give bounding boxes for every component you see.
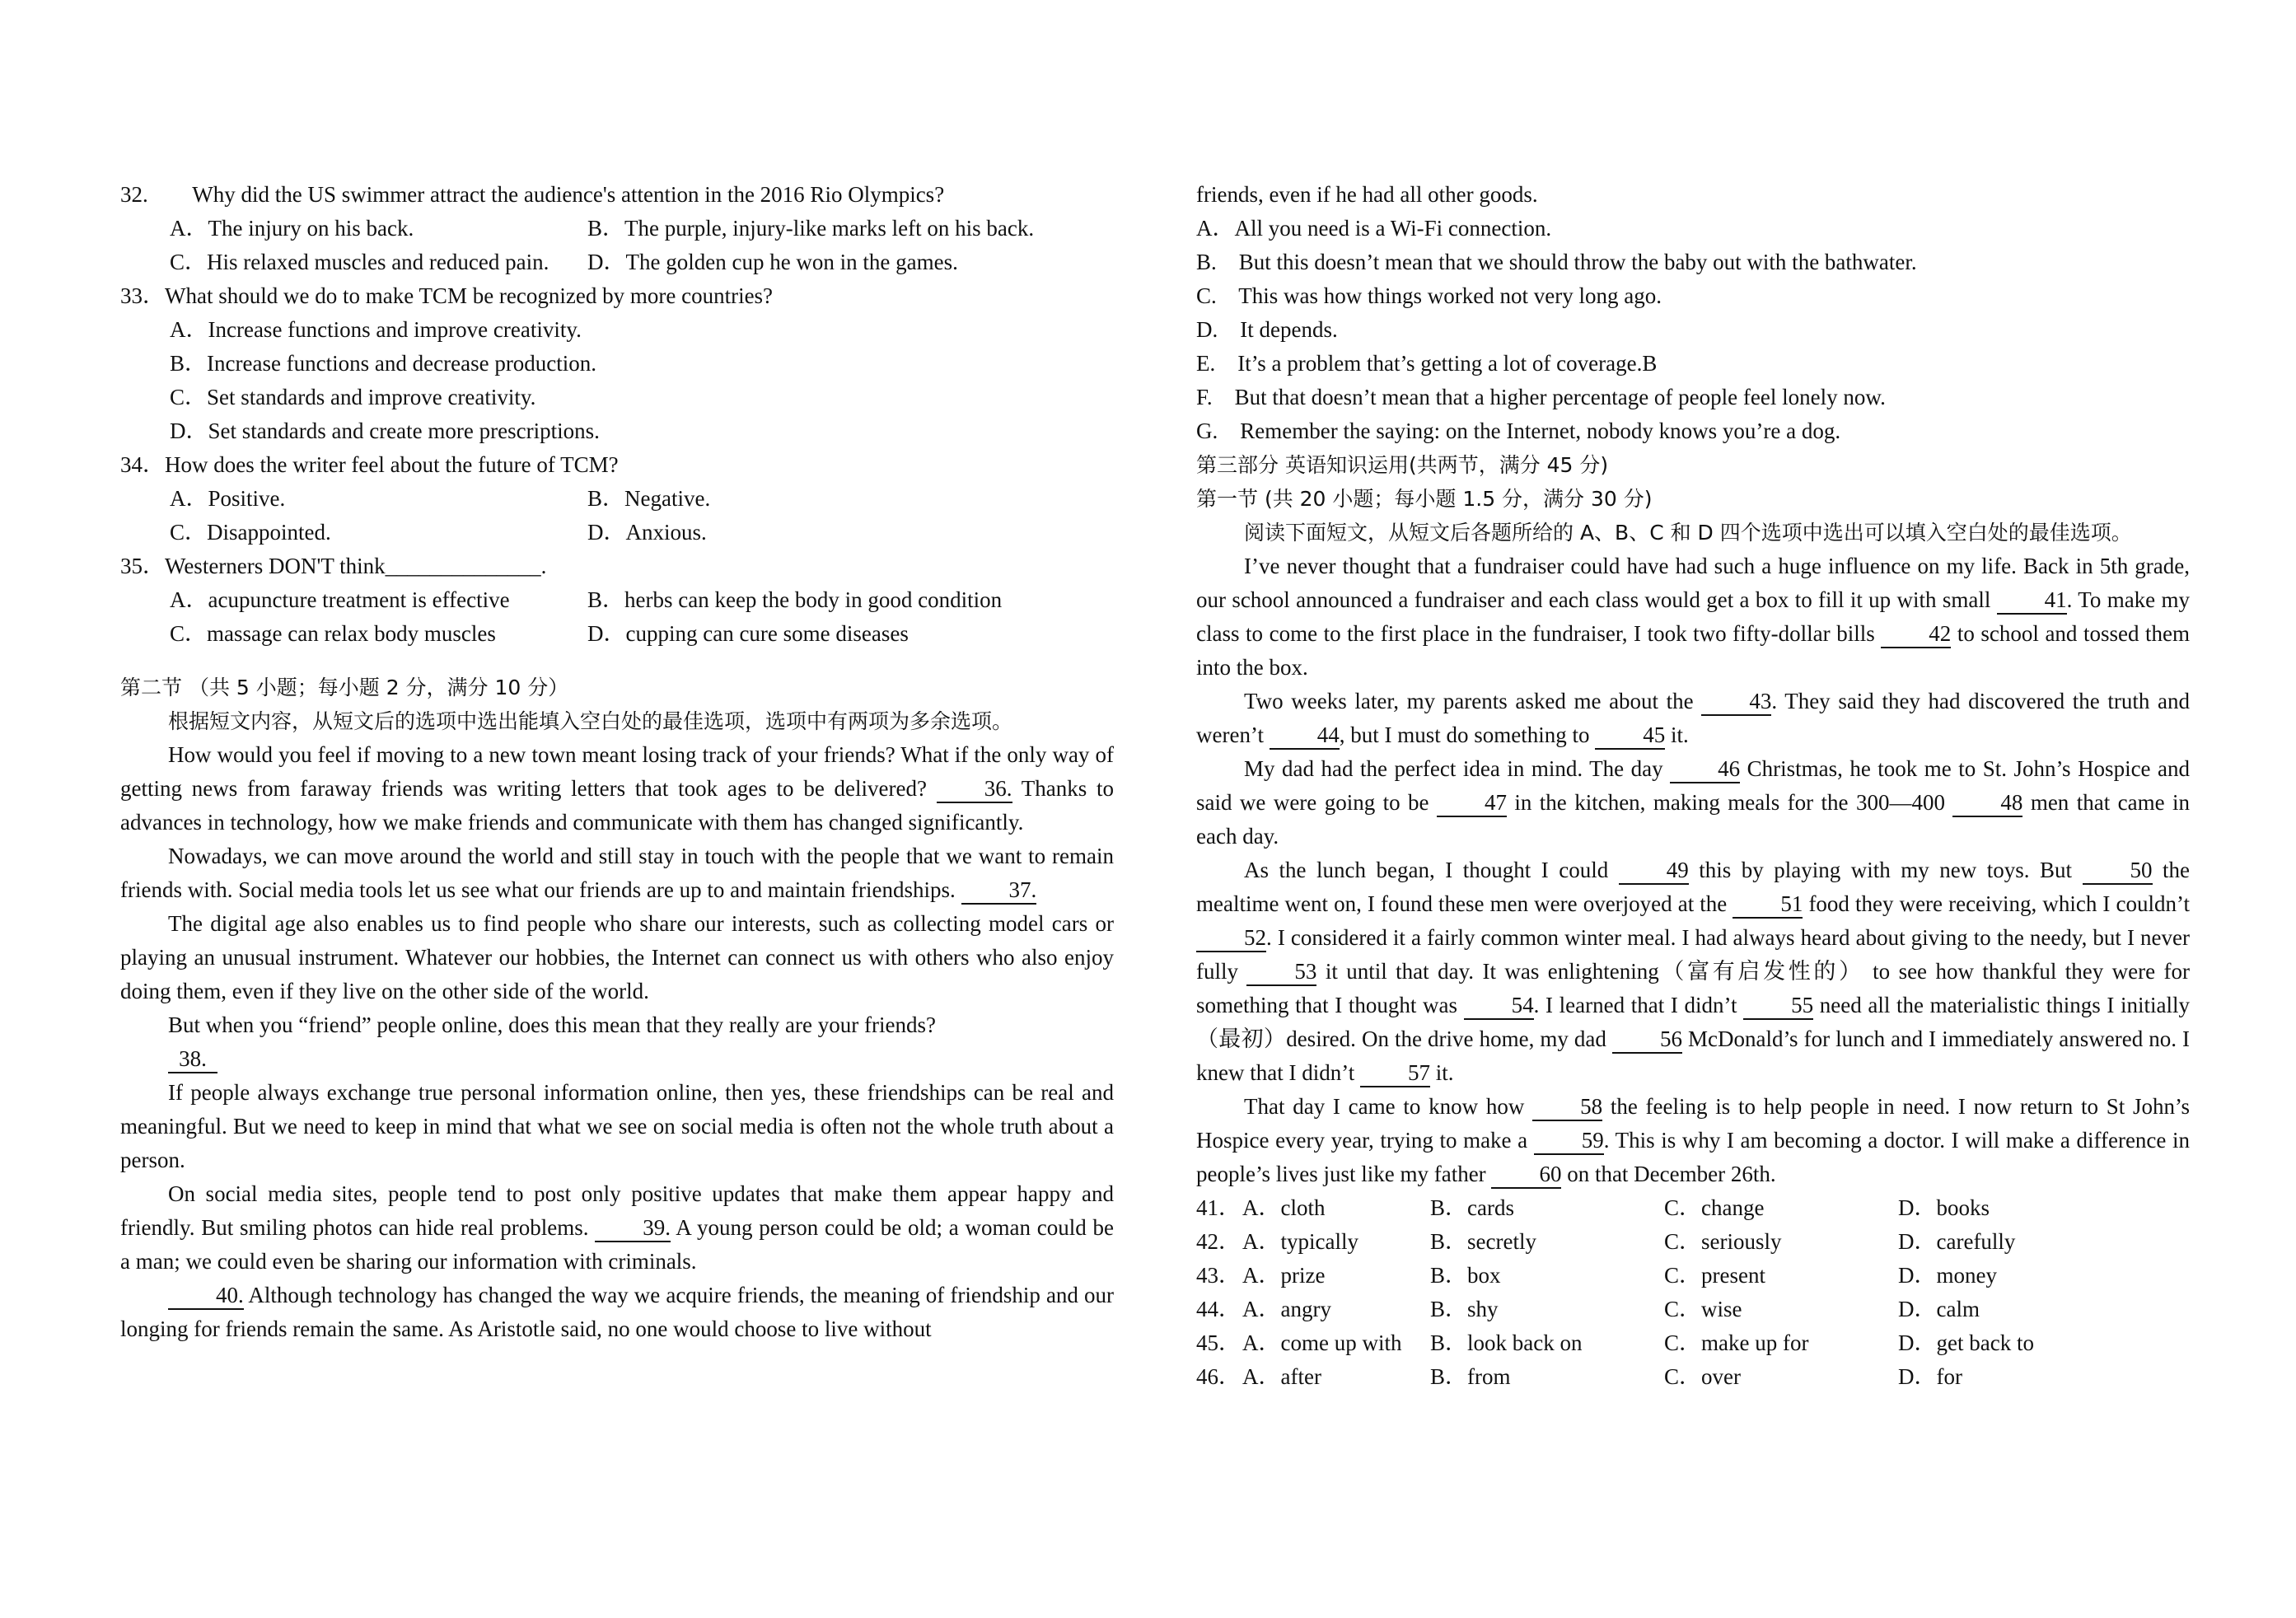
cloze-text: . I learned that I didn’t	[1533, 993, 1737, 1017]
cloze-text: Two weeks later, my parents asked me about the	[1244, 689, 1694, 713]
blank-48[interactable]: 48	[1952, 789, 2022, 817]
passage-paragraph-6	[120, 1177, 1114, 1279]
choice-a[interactable]: A．prize	[1242, 1263, 1326, 1288]
choice-number: 44．	[1196, 1297, 1241, 1321]
choice-a[interactable]: A．typically	[1242, 1229, 1358, 1254]
option-32-c[interactable]: C．His relaxed muscles and reduced pain.	[170, 250, 549, 274]
blank-43[interactable]: 43	[1701, 688, 1771, 716]
cloze-paragraph-4	[1196, 853, 2190, 1090]
option-35-d[interactable]: D．cupping can cure some diseases	[587, 621, 909, 646]
option-33-d[interactable]: D．Set standards and create more prescriptions.	[170, 419, 600, 443]
choice-number: 42．	[1196, 1229, 1241, 1254]
options-34-ab	[120, 482, 1114, 516]
option-33-a[interactable]: A．Increase functions and improve creativity.	[170, 317, 582, 342]
cloze-text: this by playing with my new toys. But	[1699, 858, 2073, 882]
option-35-a[interactable]: A．acupuncture treatment is effective	[170, 587, 510, 612]
choice-c[interactable]: C．change	[1664, 1195, 1765, 1220]
paragraph-2-text: Nowadays, we can move around the world and still stay in touch with the people that we want to remain friends with. Social media tools let us see what our friends are up to and maintain friendships.	[120, 844, 1114, 902]
choice-c[interactable]: C．make up for	[1664, 1330, 1809, 1355]
option-D[interactable]: D. It depends.	[1196, 317, 1338, 342]
blank-38-line	[120, 1042, 1114, 1076]
options-35-cd	[120, 617, 1114, 651]
option-34-b[interactable]: B．Negative.	[587, 486, 711, 511]
passage-paragraph-3: The digital age also enables us to find people who share our interests, such as collecting model cars or playing an unusual instrument. Whatever our hobbies, the Internet can connect us with others who also enjoy doing them, even if they live on the other side of the world.	[120, 911, 1114, 1003]
choice-a[interactable]: A．come up with	[1242, 1330, 1402, 1355]
passage-paragraph-2	[120, 839, 1114, 907]
spacer	[120, 651, 1114, 671]
question-34: 34．How does the writer feel about the future of TCM?	[120, 452, 619, 477]
question-32: 32. Why did the US swimmer attract the audience's attention in the 2016 Rio Olympics?	[120, 182, 945, 207]
choice-row-44	[1196, 1293, 2190, 1326]
options-32-ab	[120, 212, 1114, 246]
choice-b[interactable]: B．from	[1430, 1364, 1511, 1389]
blank-37[interactable]: 37.	[961, 877, 1037, 905]
left-column	[120, 178, 1114, 1346]
cloze-text: in the kitchen, making meals for the 300—400	[1514, 790, 1945, 815]
choice-b[interactable]: B．box	[1430, 1263, 1501, 1288]
options-34-cd	[120, 516, 1114, 549]
blank-46[interactable]: 46	[1670, 755, 1740, 783]
choice-c[interactable]: C．wise	[1664, 1297, 1742, 1321]
choice-d[interactable]: D．calm	[1898, 1297, 1980, 1321]
option-33-b[interactable]: B．Increase functions and decrease production.	[170, 351, 597, 376]
passage-paragraph-1	[120, 738, 1114, 839]
cloze-text: the feeling is to help people in need. I now return to St John’s Hospice every year, trying to make a	[1196, 1094, 2191, 1153]
cloze-text: That day I came to know how	[1244, 1094, 1525, 1119]
cloze-paragraph-2	[1196, 685, 2190, 752]
blank-38[interactable]: 38.	[168, 1045, 217, 1073]
choice-b[interactable]: B．secretly	[1430, 1229, 1536, 1254]
choice-row-42	[1196, 1225, 2190, 1259]
cloze-paragraph-5	[1196, 1090, 2190, 1191]
cloze-text: it until that day. It was enlightening（富有启发性的） to see how thankful they were for something that I thought was	[1196, 959, 2191, 1017]
choice-d[interactable]: D．get back to	[1898, 1330, 2034, 1355]
choice-c[interactable]: C．present	[1664, 1263, 1765, 1288]
blank-58[interactable]: 58	[1532, 1093, 1602, 1121]
part-3-heading: 第三部分 英语知识运用(共两节，满分 45 分)	[1196, 453, 1609, 477]
right-column	[1196, 178, 2190, 1394]
cloze-text: food they were receiving, which I couldn’t	[1808, 891, 2190, 916]
choice-c[interactable]: C．seriously	[1664, 1229, 1782, 1254]
paragraph-6-rest: A young person could be old; a woman could be a man; we could even be sharing our information with criminals.	[120, 1215, 1115, 1274]
blank-52[interactable]: 52	[1196, 924, 1266, 952]
option-C[interactable]: C. This was how things worked not very long ago.	[1196, 283, 1662, 308]
option-34-a[interactable]: A．Positive.	[170, 486, 286, 511]
passage-continuation: friends, even if he had all other goods.	[1196, 182, 1538, 207]
cloze-text: to school and tossed them into the box.	[1196, 621, 2191, 680]
blank-41[interactable]: 41	[1997, 587, 2067, 615]
paragraph-7-text: Although technology has changed the way we acquire friends, the meaning of friendship and our longing for friends remain the same. As Aristotle said, no one would choose to live without	[120, 1283, 1115, 1341]
option-B[interactable]: B. But this doesn’t mean that we should throw the baby out with the bathwater.	[1196, 250, 1917, 274]
cloze-text: . To make my class to come to the first place in the fundraiser, I took two fifty-dollar bills	[1196, 587, 2190, 646]
choice-number: 45．	[1196, 1330, 1241, 1355]
blank-59[interactable]: 59	[1534, 1127, 1604, 1155]
choice-a[interactable]: A．angry	[1242, 1297, 1331, 1321]
paragraph-1-text: How would you feel if moving to a new town meant losing track of your friends? What if the only way of getting news from faraway friends was writing letters that took ages to be delivered?	[120, 742, 1114, 801]
blank-39[interactable]: 39.	[595, 1214, 671, 1242]
choice-row-45	[1196, 1326, 2190, 1360]
choice-row-43	[1196, 1259, 2190, 1293]
passage-paragraph-7	[120, 1279, 1114, 1346]
passage-paragraph-4: But when you “friend” people online, does this mean that they really are your friends?	[168, 1012, 936, 1037]
question-35-text: 35．Westerners DON'T think	[120, 554, 386, 578]
choice-number: 46．	[1196, 1364, 1241, 1389]
options-35-ab	[120, 583, 1114, 617]
blank-49[interactable]: 49	[1619, 857, 1689, 885]
choice-number: 43．	[1196, 1263, 1241, 1288]
passage-paragraph-5: If people always exchange true personal information online, then yes, these friendships can be real and meaningful. But we need to keep in mind that what we see on social media is often not the whole truth about a person.	[120, 1080, 1114, 1172]
cloze-text: it.	[1670, 722, 1689, 747]
blank-50[interactable]: 50	[2083, 857, 2153, 885]
cloze-paragraph-1	[1196, 549, 2190, 685]
choice-a[interactable]: A．cloth	[1242, 1195, 1326, 1220]
choice-b[interactable]: B．look back on	[1430, 1330, 1583, 1355]
cloze-text: . This is why I am becoming a doctor. I will make a difference in people’s lives just like my father	[1196, 1128, 2191, 1186]
option-F[interactable]: F. But that doesn’t mean that a higher percentage of people feel lonely now.	[1196, 385, 1886, 409]
section-1-heading: 第一节 (共 20 小题；每小题 1.5 分，满分 30 分)	[1196, 487, 1653, 511]
blank-45[interactable]: 45	[1595, 722, 1665, 750]
option-34-d[interactable]: D．Anxious.	[587, 520, 707, 545]
cloze-paragraph-3	[1196, 752, 2190, 853]
choice-b[interactable]: B．shy	[1430, 1297, 1499, 1321]
choice-d[interactable]: D．money	[1898, 1263, 1997, 1288]
paragraph-6-text: On social media sites, people tend to post only positive updates that make them appear happy and friendly. But smiling photos can hide real problems.	[120, 1181, 1114, 1240]
cloze-text: on that December 26th.	[1567, 1162, 1776, 1186]
cloze-text: , but I must do something to	[1339, 722, 1590, 747]
blank-42[interactable]: 42	[1881, 620, 1951, 648]
cloze-text: men that came in each day.	[1196, 790, 2191, 849]
choice-row-41	[1196, 1191, 2190, 1225]
blank-51[interactable]: 51	[1733, 891, 1803, 919]
options-32-cd	[120, 246, 1114, 279]
blank-47[interactable]: 47	[1437, 789, 1507, 817]
question-35-end: .	[540, 554, 547, 578]
cloze-text: it.	[1435, 1060, 1454, 1085]
choice-c[interactable]: C．over	[1664, 1364, 1741, 1389]
choice-d[interactable]: D．carefully	[1898, 1229, 2016, 1254]
choice-d[interactable]: D．books	[1898, 1195, 1990, 1220]
choice-a[interactable]: A．after	[1242, 1364, 1321, 1389]
choice-d[interactable]: D．for	[1898, 1364, 1962, 1389]
section-2-instructions: 根据短文内容，从短文后的选项中选出能填入空白处的最佳选项，选项中有两项为多余选项。	[168, 709, 1013, 733]
option-35-c[interactable]: C．massage can relax body muscles	[170, 621, 496, 646]
cloze-text: . I considered it a fairly common winter meal. I had always heard about giving to the needy, but I never fully	[1196, 925, 2190, 984]
cloze-text: need all the materialistic things I initially（最初）desired. On the drive home, my dad	[1196, 993, 2190, 1051]
option-32-a[interactable]: A．The injury on his back.	[170, 216, 414, 241]
option-34-c[interactable]: C．Disappointed.	[170, 520, 331, 545]
option-32-d[interactable]: D．The golden cup he won in the games.	[587, 250, 958, 274]
choice-number: 41．	[1196, 1195, 1241, 1220]
option-E[interactable]: E. It’s a problem that’s getting a lot of coverage.B	[1196, 351, 1658, 376]
option-32-b[interactable]: B．The purple, injury-like marks left on his back.	[587, 216, 1035, 241]
blank-53[interactable]: 53	[1246, 958, 1316, 986]
cloze-text: McDonald’s for lunch and I immediately answered no. I knew that I didn’t	[1196, 1026, 2191, 1085]
blank-36[interactable]: 36.	[937, 775, 1012, 803]
option-33-c[interactable]: C．Set standards and improve creativity.	[170, 385, 536, 409]
cloze-text: My dad had the perfect idea in mind. The day	[1244, 756, 1663, 781]
blank-40[interactable]: 40.	[168, 1282, 244, 1310]
cloze-text: Christmas, he took me to St. John’s Hospice and said we were going to be	[1196, 756, 2191, 815]
choice-b[interactable]: B．cards	[1430, 1195, 1514, 1220]
blank-55[interactable]: 55	[1743, 992, 1813, 1020]
cloze-text: . They said they had discovered the truth and weren’t	[1196, 689, 2190, 747]
option-A[interactable]: A．All you need is a Wi-Fi connection.	[1196, 216, 1552, 241]
blank-54[interactable]: 54	[1464, 992, 1534, 1020]
option-G[interactable]: G. Remember the saying: on the Internet, nobody knows you’re a dog.	[1196, 419, 1841, 443]
cloze-instructions: 阅读下面短文，从短文后各题所给的 A、B、C 和 D 四个选项中选出可以填入空白处的最佳选项。	[1244, 521, 2132, 545]
choice-row-46	[1196, 1360, 2190, 1394]
cloze-text: I’ve never thought that a fundraiser could have had such a huge influence on my life. Back in 5th grade, our school announced a fundraiser and each class would get a box to fill it up with small	[1196, 554, 2190, 612]
blank-44[interactable]: 44	[1270, 722, 1340, 750]
cloze-text: the mealtime went on, I found these men were overjoyed at the	[1196, 858, 2191, 916]
cloze-text: As the lunch began, I thought I could	[1244, 858, 1609, 882]
section-2-heading: 第二节 （共 5 小题；每小题 2 分，满分 10 分）	[120, 676, 569, 699]
question-33: 33．What should we do to make TCM be recognized by more countries?	[120, 283, 774, 308]
blank-56[interactable]: 56	[1612, 1026, 1682, 1054]
question-35	[120, 549, 1114, 583]
blank-57[interactable]: 57	[1360, 1059, 1430, 1087]
question-35-blank: ______________	[385, 554, 541, 578]
paragraph-1-rest: Thanks to advances in technology, how we make friends and communicate with them has changed significantly.	[120, 776, 1115, 835]
option-35-b[interactable]: B．herbs can keep the body in good condition	[587, 587, 1003, 612]
blank-60[interactable]: 60	[1491, 1161, 1561, 1189]
